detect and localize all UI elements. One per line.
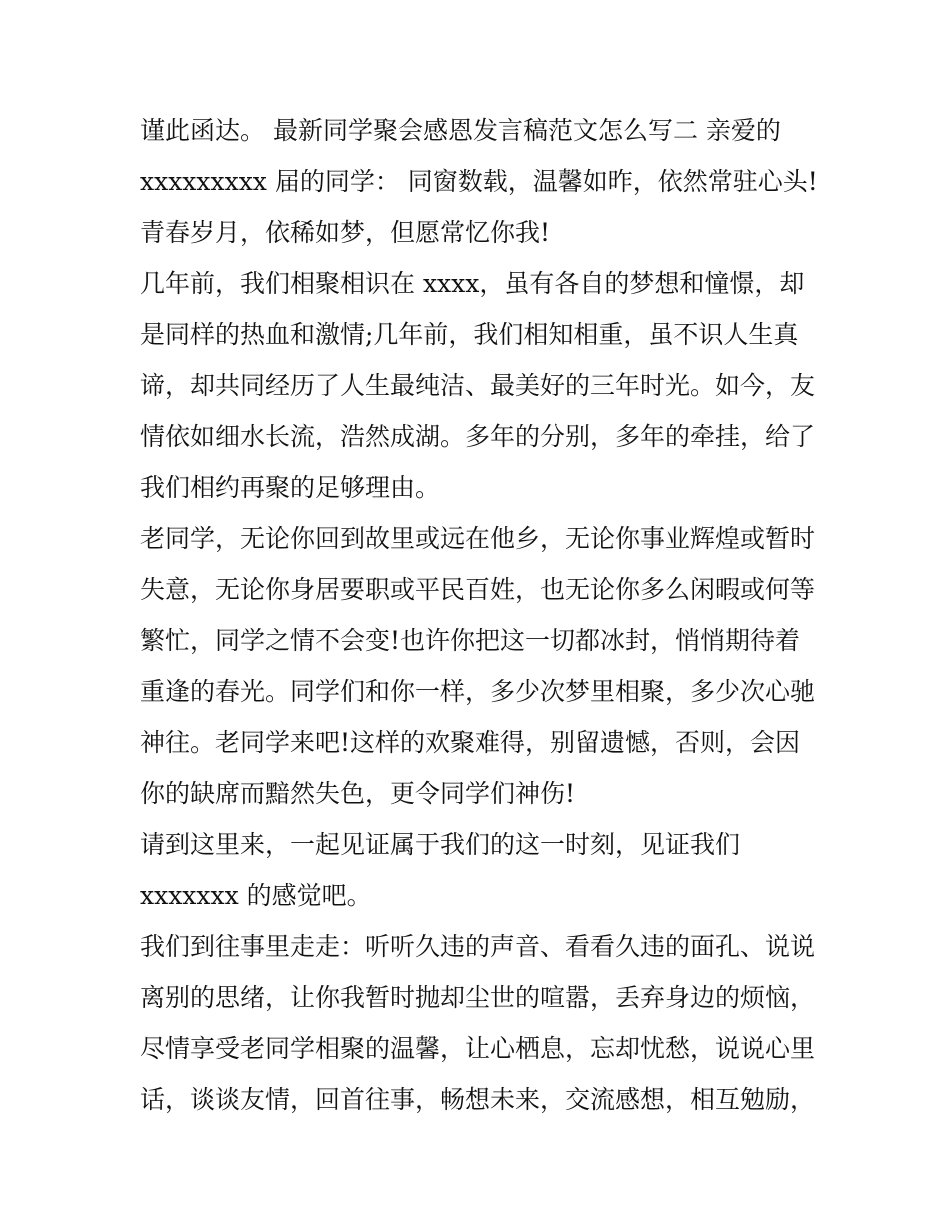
text-line: xxxxxxx 的感觉吧。 xyxy=(140,881,372,910)
text-line: 我们到往事里走走：听听久违的声音、看看久违的面孔、说说 xyxy=(140,932,816,961)
text-line: 尽情享受老同学相聚的温馨，让心栖息，忘却忧愁，说说心里 xyxy=(140,1034,816,1063)
text-line: 你的缺席而黯然失色，更令同学们神伤! xyxy=(140,779,576,808)
text-line: 我们相约再聚的足够理由。 xyxy=(140,473,441,502)
text-line: 离别的思绪，让你我暂时抛却尘世的喧嚣，丢弃身边的烦恼， xyxy=(140,983,816,1012)
text-line: 繁忙，同学之情不会变!也许你把这一切都冰封，悄悄期待着 xyxy=(140,626,801,655)
text-line: 神往。老同学来吧!这样的欢聚难得，别留遗憾，否则，会因 xyxy=(140,728,801,757)
document-body xyxy=(140,105,830,1125)
text-line: 老同学，无论你回到故里或远在他乡，无论你事业辉煌或暂时 xyxy=(140,524,816,553)
text-line: 话，谈谈友情，回首往事，畅想未来，交流感想，相互勉励， xyxy=(140,1085,816,1114)
text-line: 谨此函达。 最新同学聚会感恩发言稿范文怎么写二 亲爱的 xyxy=(140,116,781,145)
text-line: 青春岁月，依稀如梦，但愿常忆你我! xyxy=(140,218,551,247)
text-line: 几年前，我们相聚相识在 xxxx，虽有各自的梦想和憧憬，却 xyxy=(140,269,805,298)
text-line: 失意，无论你身居要职或平民百姓，也无论你多么闲暇或何等 xyxy=(140,575,816,604)
text-line: 是同样的热血和激情;几年前，我们相知相重，虽不识人生真 xyxy=(140,320,799,349)
text-line: 重逢的春光。同学们和你一样，多少次梦里相聚，多少次心驰 xyxy=(140,677,816,706)
text-line: 情依如细水长流，浩然成湖。多年的分别，多年的牵挂，给了 xyxy=(140,422,816,451)
text-line: xxxxxxxxx 届的同学： 同窗数载，温馨如昨，依然常驻心头! xyxy=(140,167,818,196)
text-line: 请到这里来，一起见证属于我们的这一时刻，见证我们 xyxy=(140,830,741,859)
text-line: 谛，却共同经历了人生最纯洁、最美好的三年时光。如今，友 xyxy=(140,371,816,400)
